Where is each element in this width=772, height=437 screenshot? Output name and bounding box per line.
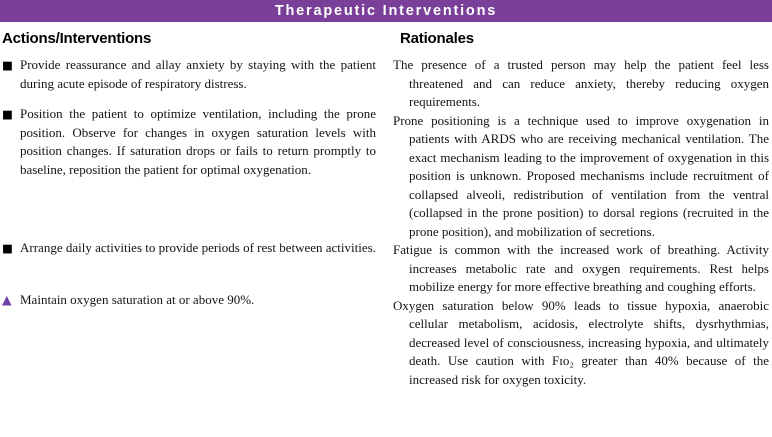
square-bullet-icon: ■ — [2, 241, 13, 255]
actions-column — [2, 22, 376, 389]
rationale-paragraph: The presence of a trusted person may help the patient feel less threatened and can reduce anxiety, thereby reducing oxygen requirements. — [393, 57, 769, 109]
action-text: Provide reassurance and allay anxiety by staying with the patient during acute episode of respiratory distress. — [20, 57, 376, 91]
triangle-bullet-icon: ▲ — [2, 291, 12, 307]
rationales-column — [393, 22, 769, 389]
action-item — [2, 239, 376, 258]
action-item — [2, 291, 376, 310]
action-text: Maintain oxygen saturation at or above 90%. — [20, 291, 255, 307]
rationale-paragraph: Oxygen saturation below 90% leads to tissue hypoxia, anaerobic cellular metabolism, acidosis, electrolyte shifts, dysrhythmias, decreased level of consciousness, increasing hypoxia, and ultimately death. Use caution with Fɪᴏ₂ greater than 40% because of the increased risk for oxygen toxicity. — [393, 297, 769, 387]
table-header-banner — [0, 0, 772, 22]
action-text: Position the patient to optimize ventilation, including the prone position. Observe for changes in oxygen saturation levels with position changes. If saturation drops or fails to return promptly to baseline, reposition the patient for optimal oxygenation. — [20, 106, 376, 177]
rationale-paragraph: Prone positioning is a technique used to improve oxygenation in patients with ARDS who are receiving mechanical ventilation. The exact mechanism leading to the improvement of oxygenation in this position is unknown. Proposed mechanisms include recruitment of collapsed alveoli, redistribution of ventilation from the ventral (collapsed in the prone position) to dorsal regions (recruited in the prone position), and mobilization of secretions. — [393, 112, 769, 239]
action-item — [2, 56, 376, 93]
action-item — [2, 105, 376, 179]
rationale-paragraph: Fatigue is common with the increased work of breathing. Activity increases metabolic rate and oxygen requirements. Rest helps mobilize energy for more effective breathing and coughing efforts. — [393, 242, 769, 294]
actions-column-header: Actions/Interventions — [2, 30, 152, 47]
rationales-column-header: Rationales — [400, 30, 474, 47]
square-bullet-icon: ■ — [2, 58, 13, 72]
action-text: Arrange daily activities to provide periods of rest between activities. — [20, 240, 376, 255]
square-bullet-icon: ■ — [2, 107, 13, 121]
table-title: Therapeutic Interventions — [274, 3, 498, 19]
table-body — [0, 22, 772, 389]
